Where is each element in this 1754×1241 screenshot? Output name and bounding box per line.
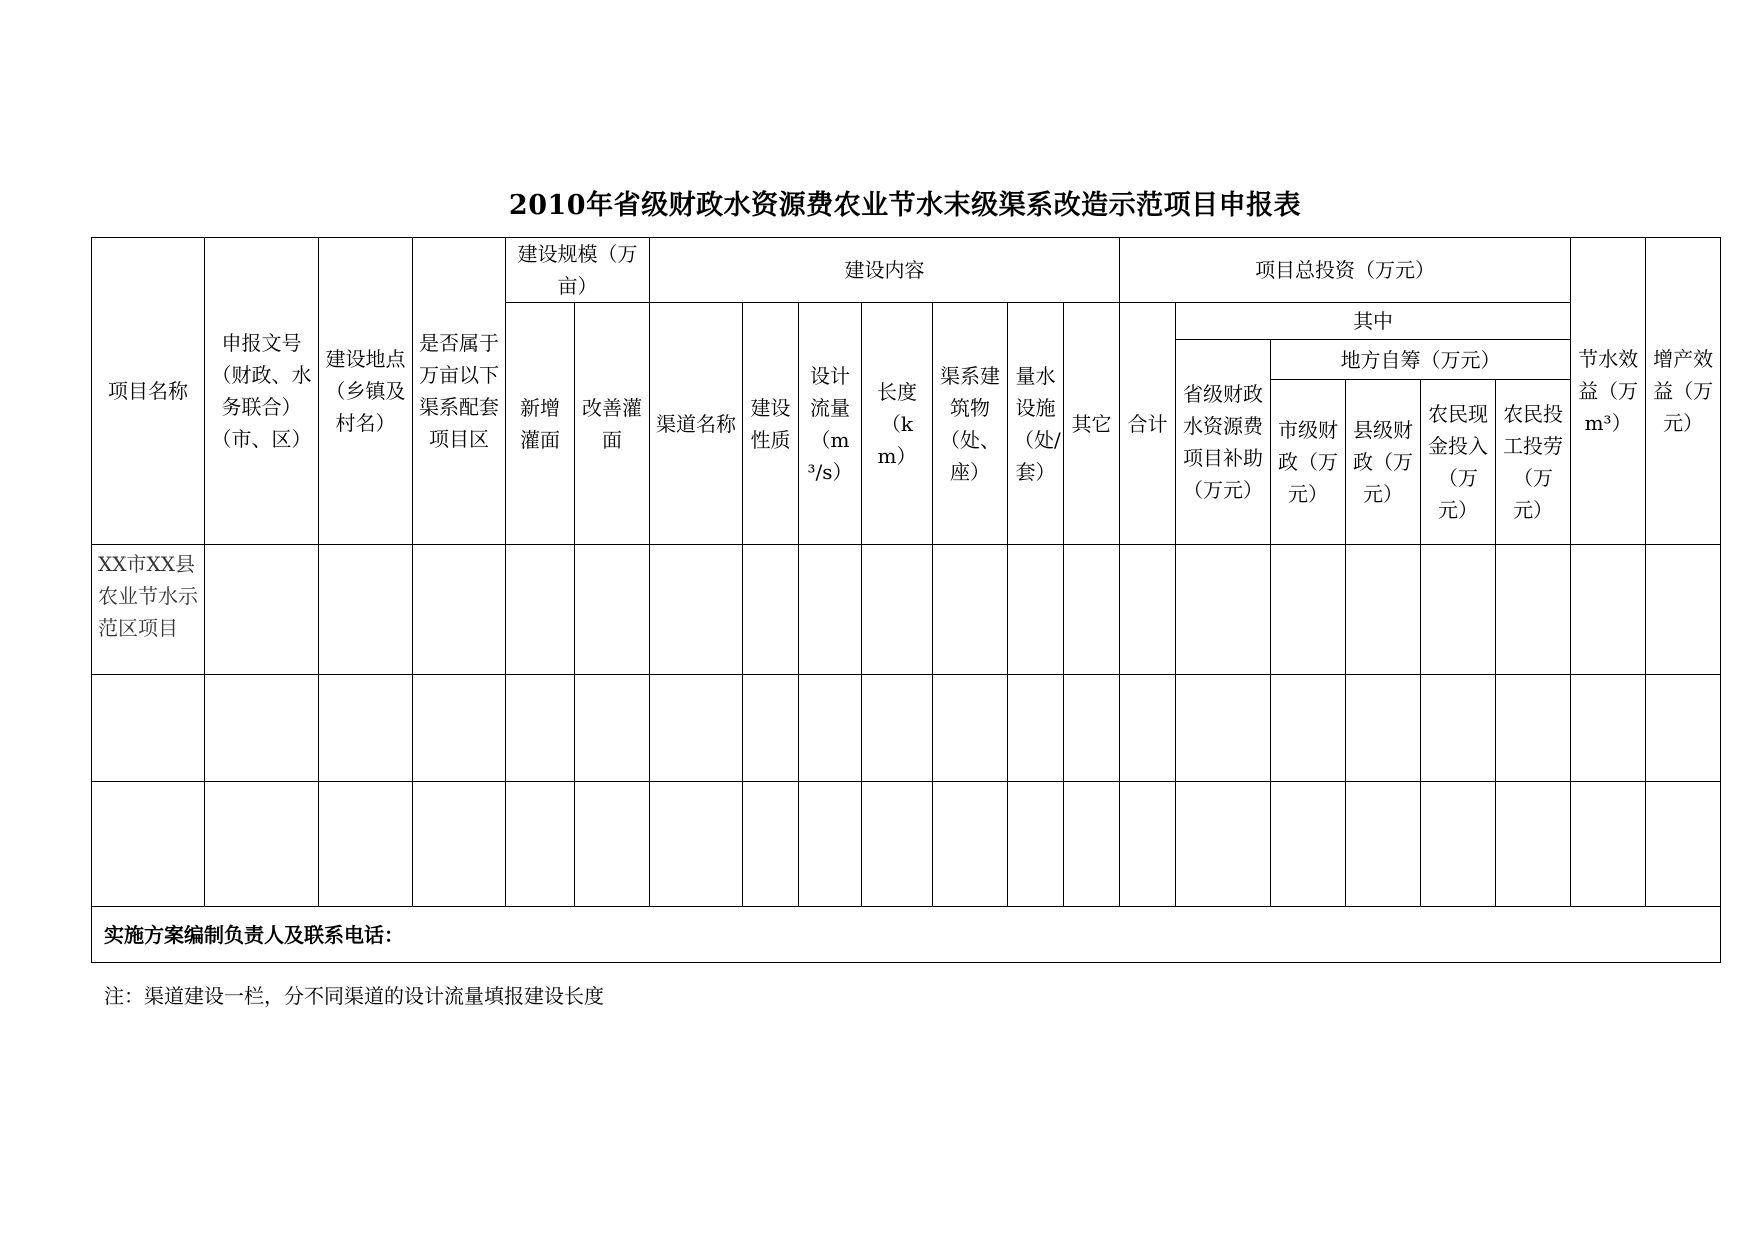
header-farmer-cash: 农民现金投入（万元） <box>1421 380 1496 545</box>
header-new-irrigation: 新增灌面 <box>506 303 575 545</box>
header-county-finance: 县级财政（万元） <box>1346 380 1421 545</box>
table-row <box>92 782 1721 907</box>
footer-contact-label: 实施方案编制负责人及联系电话： <box>92 907 1721 963</box>
header-length: 长度（km） <box>862 303 933 545</box>
header-design-flow: 设计流量（m³/s） <box>799 303 862 545</box>
header-investment-group: 项目总投资（万元） <box>1120 238 1571 303</box>
header-other: 其它 <box>1064 303 1120 545</box>
header-farmer-labor: 农民投工投劳（万元） <box>1496 380 1571 545</box>
header-location: 建设地点（乡镇及村名） <box>319 238 413 545</box>
project-name-cell: XX市XX县农业节水示范区项目 <box>92 545 205 675</box>
table-row <box>92 545 1721 675</box>
project-name-cell <box>92 782 205 907</box>
header-improved-irrigation: 改善灌面 <box>575 303 650 545</box>
header-scale-group: 建设规模（万亩） <box>506 238 650 303</box>
header-measuring: 量水设施（处/套） <box>1008 303 1064 545</box>
header-water-saving: 节水效益（万m³） <box>1571 238 1646 545</box>
header-city-finance: 市级财政（万元） <box>1271 380 1346 545</box>
header-total: 合计 <box>1120 303 1176 545</box>
header-local-group: 地方自筹（万元） <box>1271 340 1571 380</box>
header-content-group: 建设内容 <box>650 238 1120 303</box>
header-yield-increase: 增产效益（万元） <box>1646 238 1721 545</box>
project-name-cell <box>92 675 205 782</box>
header-nature: 建设性质 <box>743 303 799 545</box>
header-project-name: 项目名称 <box>92 238 205 545</box>
header-structures: 渠系建筑物（处、座） <box>933 303 1008 545</box>
header-among: 其中 <box>1176 303 1571 340</box>
table-row <box>92 675 1721 782</box>
header-in-area: 是否属于万亩以下渠系配套项目区 <box>413 238 506 545</box>
page-title: 2010年省级财政水资源费农业节水末级渠系改造示范项目申报表 <box>508 190 1302 221</box>
header-doc-no: 申报文号（财政、水务联合）（市、区） <box>205 238 319 545</box>
header-channel-name: 渠道名称 <box>650 303 743 545</box>
footnote: 注：渠道建设一栏，分不同渠道的设计流量填报建设长度 <box>104 984 604 1008</box>
application-form-table <box>91 237 1721 963</box>
header-provincial: 省级财政水资源费项目补助（万元） <box>1176 340 1271 545</box>
